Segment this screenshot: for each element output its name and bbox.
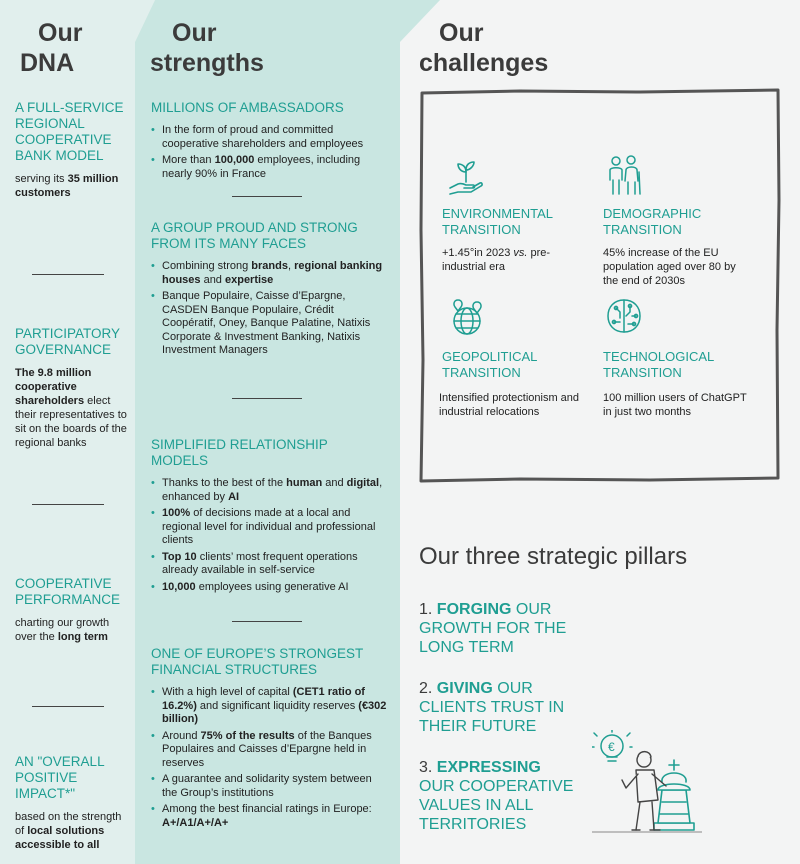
svg-text:€: €: [608, 740, 615, 754]
challenge-text: Intensified protectionism and industrial relocations: [439, 392, 580, 418]
strengths-bullet: • A guarantee and solidarity system between the Group’s institutions: [151, 773, 388, 800]
strengths-divider: [232, 196, 302, 197]
challenge-technological: [603, 349, 753, 419]
dna-item-title: PARTICIPATORY GOVERNANCE: [15, 326, 120, 357]
dna-divider: [32, 504, 104, 505]
challenge-title: GEOPOLITICAL TRANSITION: [442, 349, 537, 380]
dna-divider: [32, 274, 104, 275]
dna-item-title: A FULL-SERVICE REGIONAL COOPERATIVE BANK MODEL: [15, 100, 124, 163]
strengths-section-title: SIMPLIFIED RELATIONSHIP MODELS: [151, 437, 328, 468]
dna-heading-line2: DNA: [20, 49, 75, 77]
strengths-heading-line2: strengths: [150, 49, 264, 77]
dna-item-2: [15, 326, 127, 450]
challenges-heading-line1: Our: [439, 19, 484, 47]
strengths-bullet-list: [151, 124, 386, 181]
strengths-section: [151, 646, 388, 833]
pillar-2: 2. GIVING OUR CLIENTS TRUST IN THEIR FUTURE: [419, 680, 565, 735]
strengths-bullet: • More than 100,000 employees, including nearly 90% in France: [151, 154, 386, 181]
strengths-bullet-list: [151, 477, 386, 594]
chess-person-illustration: [592, 730, 702, 843]
pillars-heading: Our three strategic pillars: [419, 543, 688, 570]
dna-item-text: based on the strength of local solutions accessible to all: [15, 811, 122, 851]
challenge-title: DEMOGRAPHIC TRANSITION: [603, 206, 702, 237]
strengths-section: [151, 220, 386, 361]
dna-item-1: [15, 100, 127, 200]
challenges-heading-line2: challenges: [419, 49, 549, 77]
challenge-environmental: [442, 206, 582, 274]
strengths-bullet-list: [151, 260, 386, 358]
strengths-section-title: MILLIONS OF AMBASSADORS: [151, 100, 344, 115]
dna-item-text: serving its 35 million customers: [15, 173, 119, 199]
dna-divider: [32, 706, 104, 707]
dna-heading-line1: Our: [38, 19, 83, 47]
strengths-heading: [150, 18, 264, 78]
strengths-section-title: ONE OF EUROPE’S STRONGEST FINANCIAL STRUCTURES: [151, 646, 364, 677]
dna-item-text: charting our growth over the long term: [15, 617, 110, 643]
dna-item-title: AN "OVERALL POSITIVE IMPACT*": [15, 754, 105, 801]
strengths-divider: [232, 398, 302, 399]
challenges-heading: [419, 18, 548, 78]
challenge-geopolitical: [439, 349, 582, 419]
dna-item-text: The 9.8 million cooperative shareholders elect their representatives to sit on the boards of the regional banks: [15, 367, 127, 449]
strengths-bullet: • Thanks to the best of the human and digital, enhanced by AI: [151, 477, 386, 504]
strengths-bullet: • 100% of decisions made at a local and regional level for individual and professional clients: [151, 507, 386, 548]
strengths-section: [151, 437, 386, 597]
strengths-bullet: • Around 75% of the results of the Banques Populaires and Caisses d’Epargne held in reserves: [151, 730, 388, 771]
challenge-text: +1.45°in 2023 vs. pre-industrial era: [442, 247, 551, 273]
strengths-bullet: • Banque Populaire, Caisse d’Epargne, CASDEN Banque Populaire, Crédit Coopératif, Oney, Banque Palatine, Natixis Corporate & Investment Banking, Natixis Investment Managers: [151, 290, 386, 358]
dna-item-4: [15, 754, 127, 852]
strengths-bullet: • Top 10 clients’ most frequent operations already available in self-service: [151, 551, 386, 578]
strengths-section-title: A GROUP PROUD AND STRONG FROM ITS MANY FACES: [151, 220, 358, 251]
strengths-bullet: • Combining strong brands, regional banking houses and expertise: [151, 260, 386, 287]
strengths-bullet: • With a high level of capital (CET1 ratio of 16.2%) and significant liquidity reserves (€302 billion): [151, 686, 388, 727]
strengths-bullet: • In the form of proud and committed cooperative shareholders and employees: [151, 124, 386, 151]
challenge-text: 45% increase of the EU population aged over 80 by the end of 2030s: [603, 247, 736, 287]
strengths-bullet-list: [151, 686, 388, 830]
plant-hand-icon: [446, 158, 486, 196]
strengths-divider: [232, 621, 302, 622]
circuit-brain-icon: [604, 296, 644, 336]
strengths-bullet: • 10,000 employees using generative AI: [151, 581, 386, 595]
globe-pins-icon: [448, 298, 486, 338]
strengths-section: [151, 100, 386, 184]
strengths-bullet: • Among the best financial ratings in Europe: A+/A1/A+/A+: [151, 803, 388, 830]
challenge-title: ENVIRONMENTAL TRANSITION: [442, 206, 553, 237]
dna-item-title: COOPERATIVE PERFORMANCE: [15, 576, 121, 607]
dna-item-3: [15, 576, 127, 644]
challenge-title: TECHNOLOGICAL TRANSITION: [603, 349, 714, 380]
dna-heading: [20, 18, 82, 78]
challenge-demographic: [603, 206, 753, 288]
strengths-heading-line1: Our: [172, 19, 217, 47]
pillar-3: 3. EXPRESSING OUR COOPERATIVE VALUES IN ALL TERRITORIES: [419, 759, 574, 833]
challenge-text: 100 million users of ChatGPT in just two months: [603, 392, 747, 418]
pillar-1: 1. FORGING OUR GROWTH FOR THE LONG TERM: [419, 601, 567, 656]
elderly-couple-icon: [606, 154, 642, 198]
